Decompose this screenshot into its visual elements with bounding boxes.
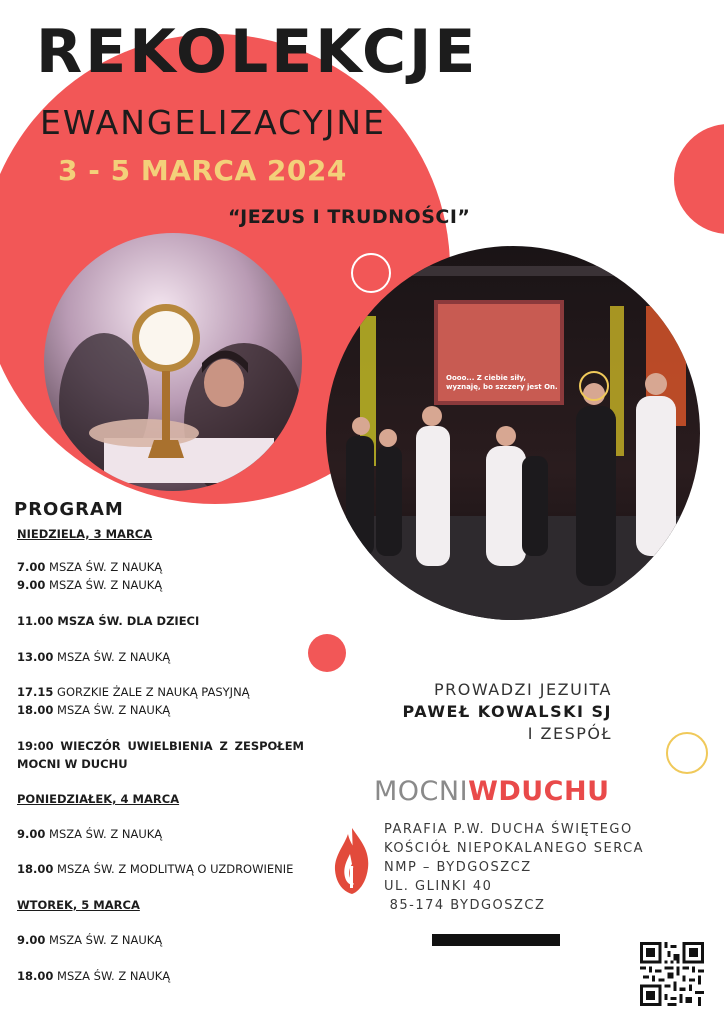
event-dates: 3 - 5 MARCA 2024 xyxy=(58,154,347,187)
right-red-circle xyxy=(674,124,724,234)
leader-intro: PROWADZI JEZUITA xyxy=(433,680,612,699)
program-item: 9.00 MSZA ŚW. Z NAUKĄ xyxy=(17,933,163,947)
program-item: 11.00 MSZA ŚW. DLA DZIECI xyxy=(17,614,200,628)
gold-ring xyxy=(666,732,708,774)
program-item: 9.00 MSZA ŚW. Z NAUKĄ xyxy=(17,578,163,592)
adoration-photo xyxy=(44,233,302,491)
stage-screen-text: Oooo... Z ciebie siły, wyznaję, bo szczery jest On. xyxy=(446,374,558,391)
small-red-circle xyxy=(308,634,346,672)
mocni-w-duchu-logo: MOCNIWDUCHU xyxy=(374,776,610,807)
day-heading-tuesday: WTOREK, 5 MARCA xyxy=(17,898,140,912)
title-line1: REKOLEKCJE xyxy=(36,17,479,87)
white-ring xyxy=(351,253,391,293)
program-item: 19:00 WIECZÓR UWIELBIENIA Z ZESPOŁEM xyxy=(17,739,304,753)
program-item: 18.00 MSZA ŚW. Z NAUKĄ xyxy=(17,969,171,983)
leader-name: PAWEŁ KOWALSKI SJ xyxy=(402,702,612,721)
event-theme: “JEZUS I TRUDNOŚCI” xyxy=(228,206,471,228)
band-photo xyxy=(326,246,700,620)
flame-logo-icon xyxy=(330,826,374,896)
program-item: 13.00 MSZA ŚW. Z NAUKĄ xyxy=(17,650,171,664)
program-item: 17.15 GORZKIE ŻALE Z NAUKĄ PASYJNĄ xyxy=(17,685,250,699)
qr-code-icon[interactable] xyxy=(640,942,704,1006)
leader-team: I ZESPÓŁ xyxy=(527,724,612,743)
divider-bar xyxy=(432,934,560,946)
program-item: 18.00 MSZA ŚW. Z NAUKĄ xyxy=(17,703,171,717)
day-heading-sunday: NIEDZIELA, 3 MARCA xyxy=(17,527,153,541)
program-item: MOCNI W DUCHU xyxy=(17,757,128,771)
program-item: 9.00 MSZA ŚW. Z NAUKĄ xyxy=(17,827,163,841)
title-line2: EWANGELIZACYJNE xyxy=(40,103,386,142)
program-heading: PROGRAM xyxy=(14,499,124,520)
program-item: 18.00 MSZA ŚW. Z MODLITWĄ O UZDROWIENIE xyxy=(17,862,294,876)
program-item: 7.00 MSZA ŚW. Z NAUKĄ xyxy=(17,560,163,574)
day-heading-monday: PONIEDZIAŁEK, 4 MARCA xyxy=(17,792,180,806)
parish-address: PARAFIA P.W. DUCHA ŚWIĘTEGO KOŚCIÓŁ NIEPOKALANEGO SERCA NMP – BYDGOSZCZ UL. GLINKI 40 85-174 BYDGOSZCZ xyxy=(384,822,645,913)
